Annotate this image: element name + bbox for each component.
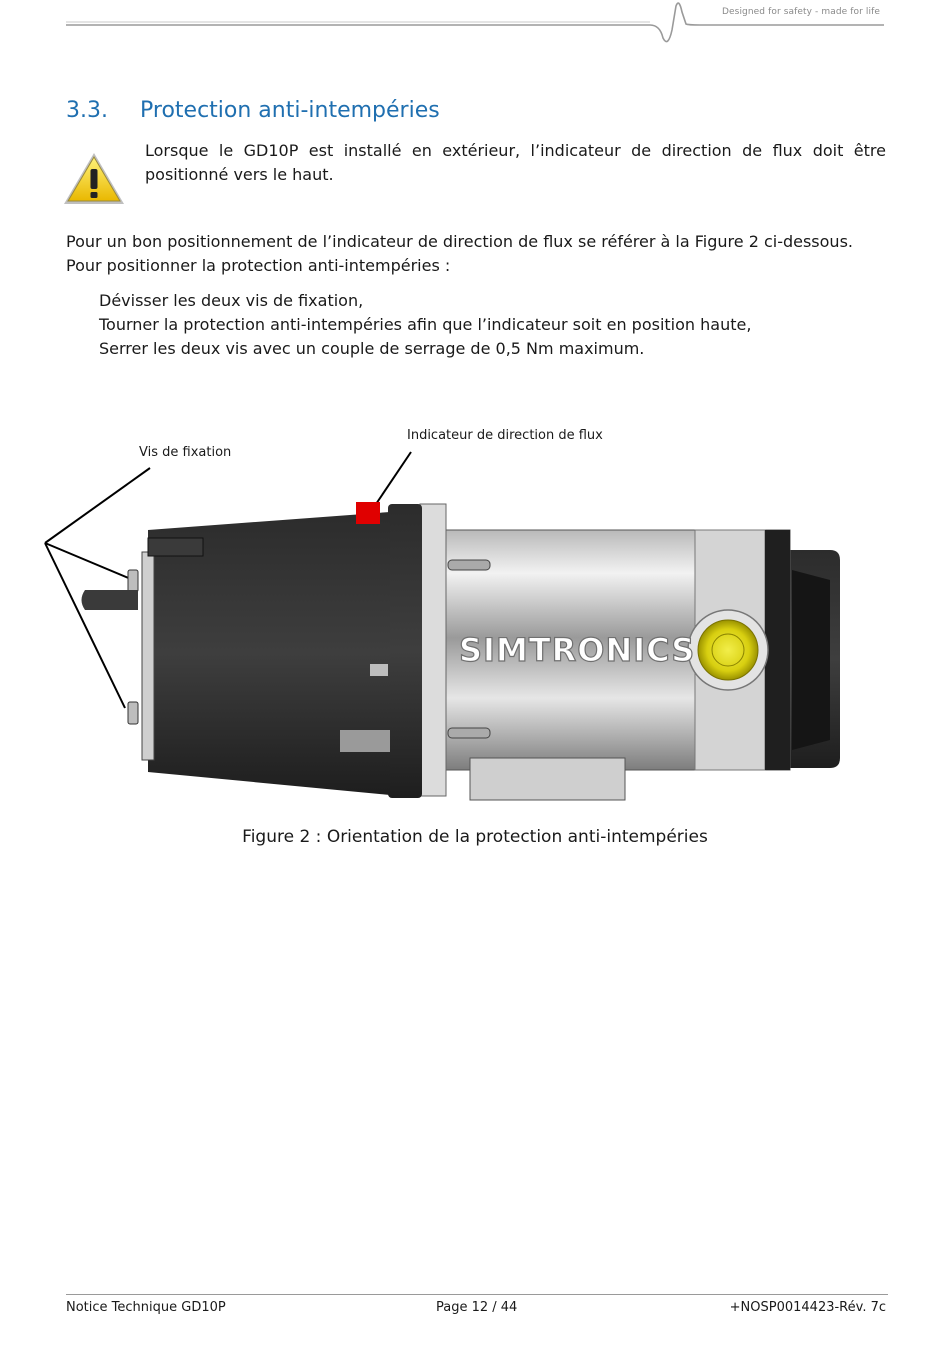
flow-direction-indicator [356, 502, 380, 524]
steps-list [99, 289, 751, 361]
simtronics-brand-text: SIMTRONICS [459, 631, 696, 669]
footer-page-number: Page 12 / 44 [436, 1300, 518, 1315]
footer-document-title: Notice Technique GD10P [66, 1300, 226, 1315]
detector-figure [40, 420, 860, 810]
list-item: Tourner la protection anti-intempéries afin que l’indicateur soit en position haute, [99, 315, 752, 334]
callout-fixing-screws: Vis de fixation [139, 445, 232, 460]
section-heading [66, 98, 440, 123]
list-item: Dévisser les deux vis de fixation, [99, 291, 364, 310]
footer-reference: +NOSP0014423-Rév. 7c [729, 1300, 886, 1315]
section-number: 3.3. [66, 98, 108, 123]
section-title: Protection anti-intempéries [140, 98, 440, 123]
warning-triangle-icon [62, 150, 126, 208]
warning-text: Lorsque le GD10P est installé en extérieur, l’indicateur de direction de flux doit être positionné vers le haut. [145, 141, 886, 184]
intro-line-1: Pour un bon positionnement de l’indicateur de direction de flux se référer à la Figure 2 ci-dessous. [66, 232, 853, 251]
figure-caption: Figure 2 : Orientation de la protection anti-intempéries [242, 827, 708, 847]
footer-rule [66, 1294, 888, 1295]
intro-paragraph [66, 230, 886, 278]
intro-line-2: Pour positionner la protection anti-intempéries : [66, 256, 451, 275]
header-tagline: Designed for safety - made for life [722, 7, 880, 17]
list-item: Serrer les deux vis avec un couple de serrage de 0,5 Nm maximum. [99, 339, 645, 358]
callout-flow-indicator: Indicateur de direction de flux [407, 428, 603, 443]
